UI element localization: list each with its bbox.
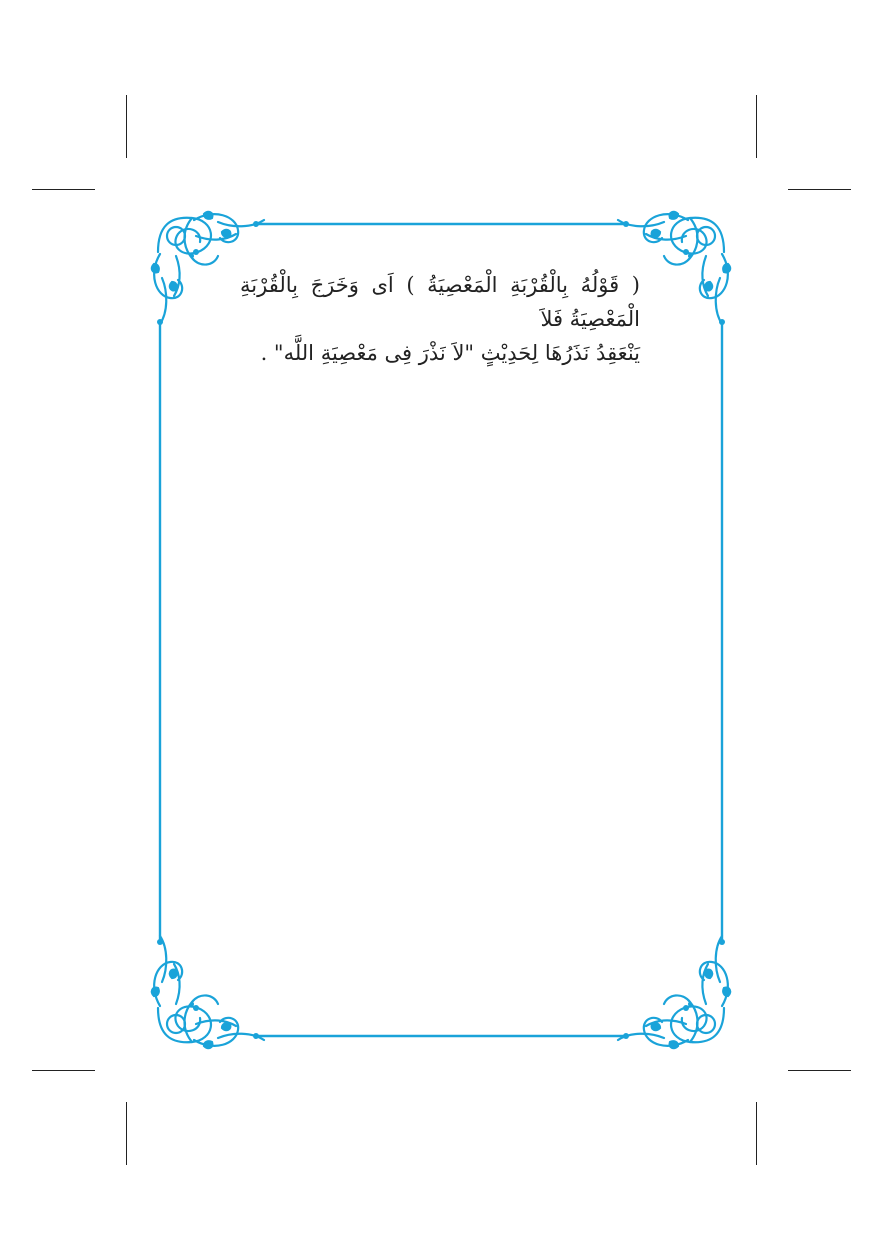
- text-line-1: ( قَوْلُهُ بِالْقُرْبَةِ الْمَعْصِيَةُ ) اَى وَخَرَجَ بِالْقُرْبَةِ الْمَعْصِيَةُ فَلاَ: [240, 273, 640, 331]
- corner-ornament-bottom-left: [152, 936, 264, 1048]
- text-line-2: يَنْعَقِدُ نَذَرُهَا لِحَدِيْثٍ "لاَ نَذْرَ فِى مَعْصِيَةِ اللَّه" .: [260, 341, 640, 365]
- corner-ornament-bottom-right: [618, 936, 730, 1048]
- arabic-text-block: [240, 268, 640, 370]
